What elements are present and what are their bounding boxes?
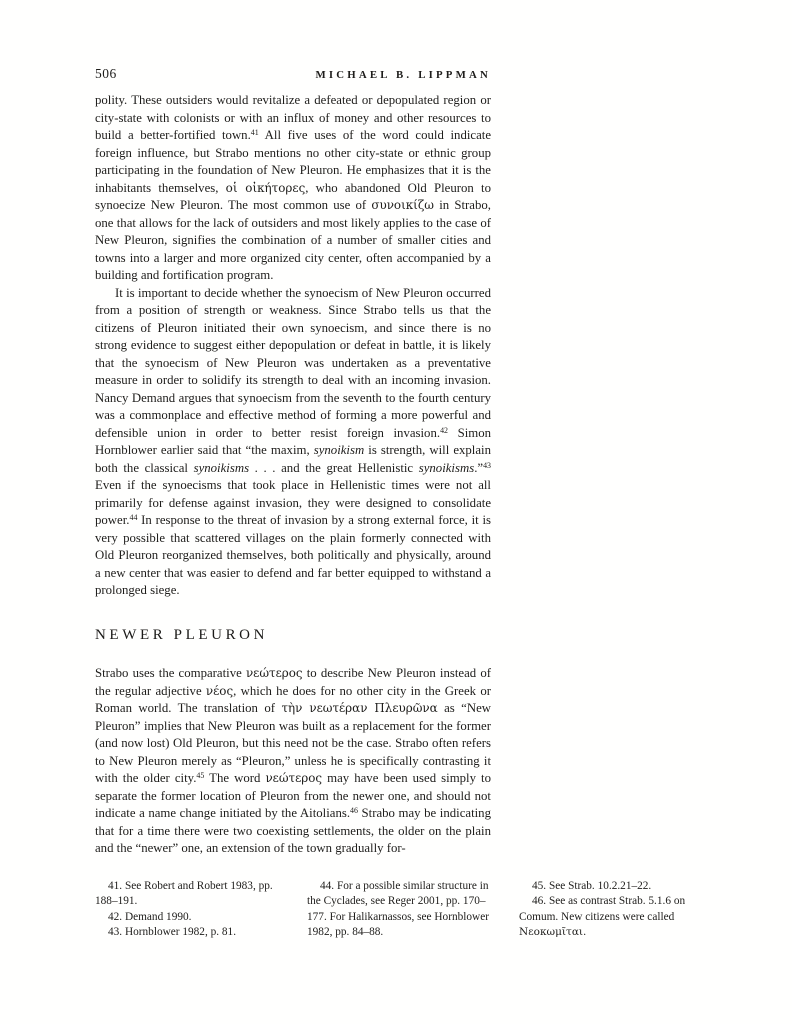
greek-text-run: νεώτερος (245, 666, 303, 680)
footnote-number: 46. (532, 895, 547, 908)
footnote (307, 879, 499, 940)
greek-text-run: οἱ οἰκήτορες (225, 180, 306, 195)
greek-text-run: νέος (205, 683, 234, 698)
text-run: For a possible similar structure in the Cyclades, see Reger 2001, pp. 170–177. For Halikarnassos, see Hornblower 1982, pp. 84–88. (307, 880, 489, 938)
footnote-reference: 45 (196, 771, 205, 781)
footnote (95, 879, 287, 910)
paragraph (95, 665, 491, 858)
text-run: Hornblower 1982, p. 81. (122, 925, 237, 938)
footnote-number: 41. (108, 880, 123, 892)
text-run: Simon Hornblower earlier said that “the maxim, (95, 425, 492, 457)
greek-text-run: Νεοκωμῖται. (519, 925, 587, 938)
footnote-number: 43. (108, 925, 123, 938)
text-run: In response to the threat of invasion by a strong external force, it is very possible that scattered villages on the plain formerly connected with Old Pleuron reorganized themselves, both politically and physically, around a new center that was easier to defend and far better equipped to withstand a prolonged siege. (95, 513, 491, 597)
footnote-reference: 41 (250, 128, 259, 138)
text-run: Even if the synoecisms that took place in Hellenistic times were not all primarily for defense against invasion, they were designed to consolidate power. (95, 478, 491, 527)
text-run: All five uses of the word could indicate foreign influence, but Strabo mentions no other city-state or ethnic group participating in the foundation of New Pleuron. He emphasizes that it is the inhabitants themselves, (95, 128, 491, 195)
footnote-number: 42. (108, 910, 123, 923)
paragraph (95, 285, 491, 600)
footnote-column (307, 879, 499, 940)
footnote (519, 879, 711, 894)
footnote-number: 44. (320, 880, 335, 892)
footnote-reference: 46 (350, 806, 358, 816)
text-run: Strabo may be indicating that for a time there were two coexisting settlements, the older on the plain and the “newer” one, an extension of the town gradually for- (95, 806, 491, 855)
text-run: See Robert and Robert 1983, pp. 188–191. (95, 880, 273, 908)
page-number: 506 (95, 66, 117, 81)
text-run: synoikisms (193, 460, 250, 475)
footnote (95, 910, 287, 925)
text-run: It is important to decide whether the synoecism of New Pleuron occurred from a position of strength or weakness. Since Strabo tells us that the citizens of Pleuron initiated their own synoecism, and since there is no strong evidence to suggest either depopulation or defeat in battle, it is likely that the synoecism of New Pleuron was undertaken as a preventative measure in order to solidify its strength to deal with an incoming invasion. Nancy Demand argues that synoecism from the seventh to the fourth century was a commonplace and effective method of forming a more powerful and defensible union in order to better resist foreign invasion. (95, 285, 491, 440)
footnote-column (95, 879, 287, 940)
text-run: Strabo uses the comparative (95, 666, 246, 680)
text-run: as “New Pleuron” implies that New Pleuron was built as a replacement for the former (and now lost) Old Pleuron, but this need not be the case. Strabo often refers to New Pleuron merely as “Pleuron,” unless he is specifically contrasting it with the older city. (95, 701, 492, 785)
text-run: synoikism (313, 443, 365, 457)
footnote (519, 894, 711, 940)
footnote-number: 45. (532, 880, 547, 892)
text-run: Demand 1990. (122, 910, 192, 923)
text-run: synoikisms (418, 460, 475, 475)
text-run: to describe New Pleuron instead of the regular adjective (95, 666, 491, 698)
text-run: may have been used simply to separate the former location of Pleuron from the newer one, and should not indicate a name change initiated by the Aitolians. (95, 771, 492, 820)
footnote (95, 925, 287, 940)
greek-text-run: συνοικίζω (371, 198, 434, 212)
text-run: . . . and the great Hellenistic (249, 460, 419, 475)
main-text (95, 92, 491, 858)
text-run: See as contrast Strab. 5.1.6 on Comum. New citizens were called (519, 895, 686, 923)
footnote-reference: 43 (483, 460, 491, 470)
greek-text-run: τὴν νεωτέραν Πλευρῶνα (281, 701, 438, 715)
section-paragraphs (95, 665, 491, 858)
text-run: , who abandoned Old Pleuron to synoecize New Pleuron. The most common use of (95, 180, 491, 212)
paragraph (95, 92, 491, 285)
body-paragraphs (95, 92, 491, 600)
text-run: in Strabo, one that allows for the lack of outsiders and most likely applies to the case of New Pleuron, signifies the combination of a number of smaller cities and towns into a larger and more organized city center, often accompanied by a building and fortification program. (95, 198, 491, 282)
text-run: , which he does for no other city in the Greek or Roman world. The translation of (95, 683, 491, 715)
footnotes (95, 879, 711, 940)
text-run: is strength, will explain both the classical (95, 443, 491, 475)
footnote-reference: 44 (129, 513, 138, 523)
running-head: MICHAEL B. LIPPMAN (315, 69, 491, 81)
text-run: See Strab. 10.2.21–22. (546, 880, 652, 892)
footnote-column (519, 879, 711, 940)
section-heading: NEWER PLEURON (95, 626, 269, 643)
text-run: The word (204, 771, 266, 785)
footnote-reference: 42 (440, 425, 448, 435)
text-run: .” (474, 460, 484, 475)
page-header (95, 66, 491, 82)
greek-text-run: νεώτερος (265, 771, 323, 785)
text-run: polity. These outsiders would revitalize a defeated or depopulated region or city-state with colonists or with an influx of money and other resources to build a better-fortified town. (95, 93, 491, 142)
